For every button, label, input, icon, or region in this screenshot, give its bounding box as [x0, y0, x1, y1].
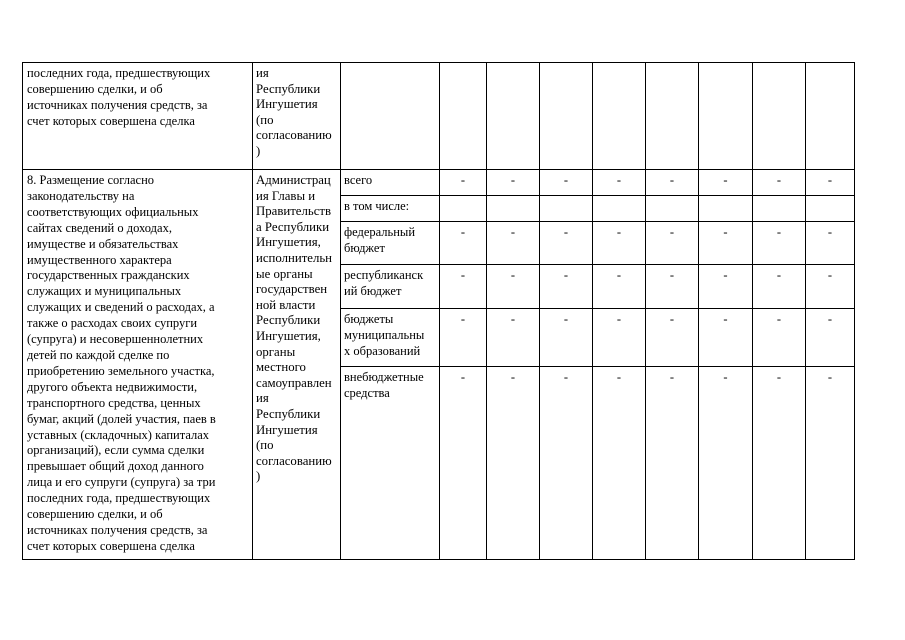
value-cell: [593, 196, 646, 222]
value-cell: -: [487, 309, 540, 367]
value-cell: -: [753, 309, 806, 367]
value-cell: -: [699, 367, 753, 560]
value-cell: -: [487, 265, 540, 309]
value-cell: -: [646, 367, 699, 560]
value-cell: [806, 196, 855, 222]
value-cell: -: [487, 367, 540, 560]
value-cell: -: [753, 265, 806, 309]
executor-cell: Администрац ия Главы и Правительств а Республики Ингушетия, исполнительн ые органы государствен ной власти Республики Ингушетия, органы местного самоуправлен ия Республики Ингушетия (по согласованию ): [253, 170, 341, 560]
program-table: [22, 62, 855, 560]
continued-description-cell: последних года, предшествующих совершению сделки, и об источниках получения средств, за счет которых совершена сделка: [23, 63, 253, 170]
value-cell: -: [487, 222, 540, 265]
value-cell: -: [806, 170, 855, 196]
value-cell: -: [440, 265, 487, 309]
value-cell: -: [806, 222, 855, 265]
value-cell: -: [699, 309, 753, 367]
value-cell: [440, 196, 487, 222]
continued-row: [23, 63, 855, 170]
value-cell: -: [699, 170, 753, 196]
value-cell: -: [699, 265, 753, 309]
value-cell: -: [593, 170, 646, 196]
value-cell: [646, 196, 699, 222]
value-cell: -: [593, 367, 646, 560]
table-row: [23, 170, 855, 196]
value-cell: -: [753, 367, 806, 560]
value-cell: -: [806, 367, 855, 560]
continued-executor-cell: ия Республики Ингушетия (по согласованию ): [253, 63, 341, 170]
funding-source-label: республиканск ий бюджет: [341, 265, 440, 309]
value-cell: -: [440, 170, 487, 196]
value-cell: -: [646, 170, 699, 196]
value-cell: -: [806, 309, 855, 367]
value-cell: -: [487, 170, 540, 196]
value-cell: [487, 196, 540, 222]
value-cell: -: [646, 222, 699, 265]
value-cell: [699, 196, 753, 222]
value-cell: -: [699, 222, 753, 265]
value-cell: -: [646, 309, 699, 367]
value-cell: -: [440, 309, 487, 367]
value-cell: -: [753, 222, 806, 265]
funding-source-label: внебюджетные средства: [341, 367, 440, 560]
value-cell: -: [540, 265, 593, 309]
value-cell: [540, 196, 593, 222]
funding-source-label: федеральный бюджет: [341, 222, 440, 265]
activity-description-cell: 8. Размещение согласно законодательству на соответствующих официальных сайтах сведений о доходах, имуществе и обязательствах имущественного характера государственных гражданских служащих и муниципальных служащих и сведений о расходах, а также о расходах своих супруги (супруга) и несовершеннолетних детей по каждой сделке по приобретению земельного участка, другого объекта недвижимости, транспортного средства, ценных бумаг, акций (долей участия, паев в уставных (складочных) капиталах организаций), если сумма сделки превышает общий доход данного лица и его супруги (супруга) за три последних года, предшествующих совершению сделки, и об источниках получения средств, за счет которых совершена сделка: [23, 170, 253, 560]
value-cell: -: [540, 222, 593, 265]
value-cell: -: [593, 265, 646, 309]
value-cell: -: [646, 265, 699, 309]
value-cell: -: [440, 222, 487, 265]
value-cell: -: [540, 309, 593, 367]
value-cell: -: [593, 309, 646, 367]
funding-source-label: бюджеты муниципальны х образований: [341, 309, 440, 367]
value-cell: -: [806, 265, 855, 309]
funding-source-label: всего: [341, 170, 440, 196]
value-cell: -: [593, 222, 646, 265]
value-cell: [753, 196, 806, 222]
funding-source-label: в том числе:: [341, 196, 440, 222]
value-cell: -: [540, 367, 593, 560]
value-cell: -: [440, 367, 487, 560]
value-cell: -: [753, 170, 806, 196]
value-cell: -: [540, 170, 593, 196]
